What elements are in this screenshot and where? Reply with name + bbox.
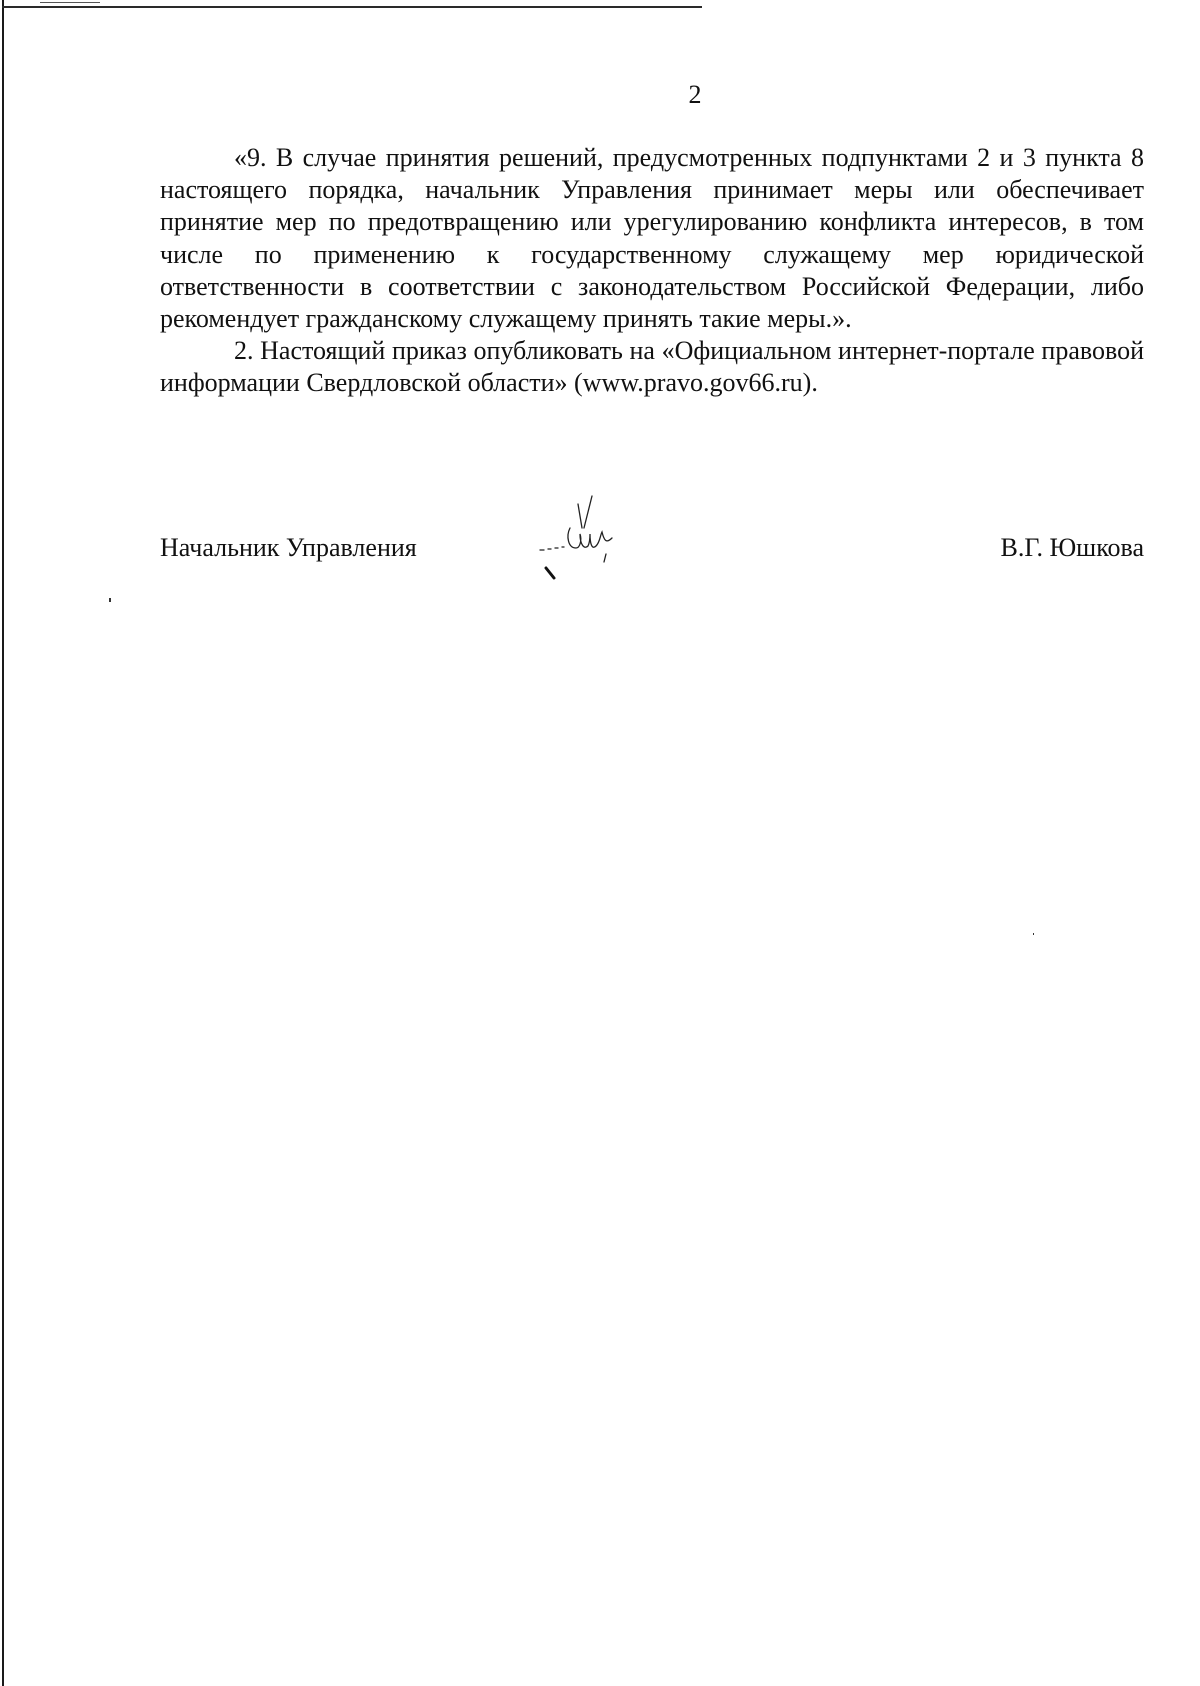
scan-top-line <box>2 6 702 8</box>
paragraph-2: 2. Настоящий приказ опубликовать на «Официальном интернет-портале правовой информации Свердловской области» (www.pravo.gov66.ru). <box>160 336 1144 398</box>
handwritten-signature <box>520 492 640 602</box>
signature-block <box>160 532 1144 572</box>
scan-speck <box>1033 933 1034 935</box>
scan-top-line-short <box>40 2 100 3</box>
document-body <box>160 142 1144 400</box>
paragraph-9: «9. В случае принятия решений, предусмотренных подпунктами 2 и 3 пункта 8 настоящего порядка, начальник Управления принимает меры или обеспечивает принятие мер по предотвращению или урегулированию конфликта интересов, в том числе по применению к государственному служащему мер юридической ответственности в соответствии с законодательством Российской Федерации, либо рекомендует гражданскому служащему принять такие меры.». <box>160 143 1144 334</box>
scan-speck <box>109 598 111 602</box>
signatory-title: Начальник Управления <box>160 533 417 562</box>
signatory-name: В.Г. Юшкова <box>1000 533 1144 562</box>
page-number: 2 <box>688 80 702 109</box>
scan-left-edge <box>2 0 4 1686</box>
